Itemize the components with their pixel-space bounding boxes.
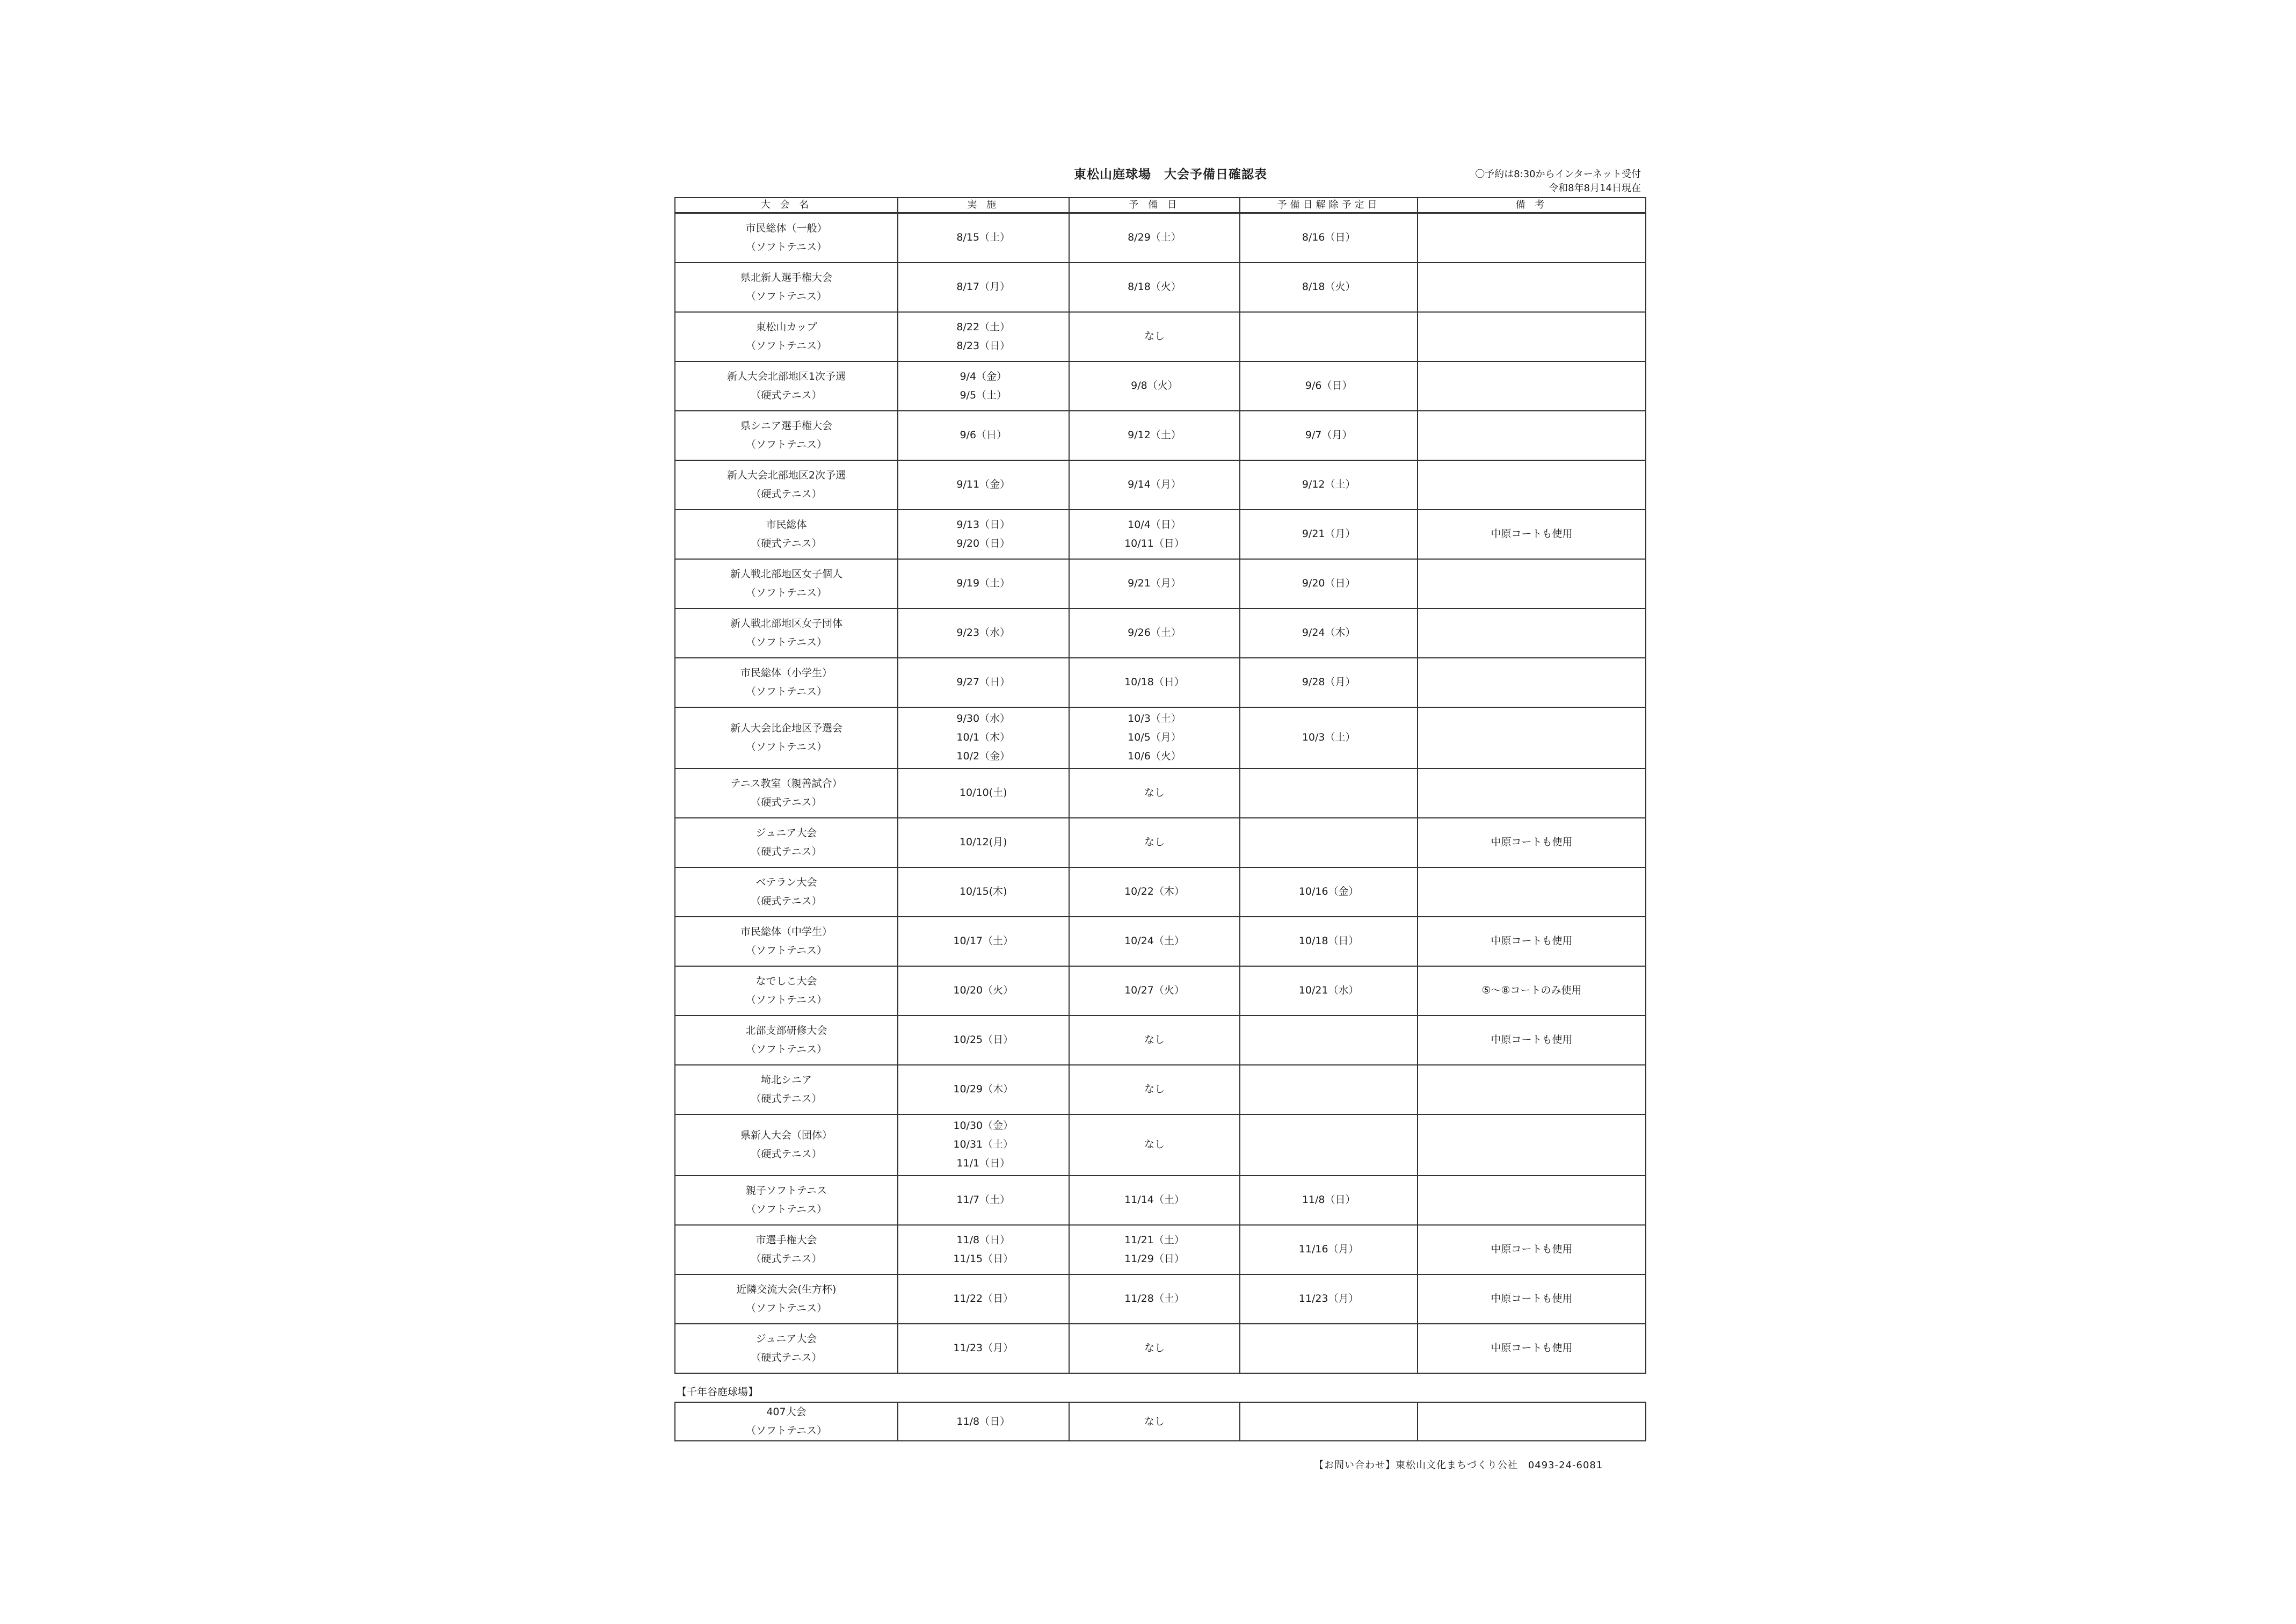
cell-held-date: 11/23（月） <box>898 1324 1069 1373</box>
table-row <box>675 510 1646 559</box>
cell-reserve-date: 10/27（火） <box>1069 966 1240 1016</box>
cell-remarks <box>1418 658 1646 707</box>
cell-tournament-name: 407大会 （ソフトテニス） <box>675 1402 898 1441</box>
schedule-table <box>674 197 1646 1374</box>
cell-tournament-name: 市民総体（小学生） （ソフトテニス） <box>675 658 898 707</box>
cell-tournament-name: 県シニア選手権大会 （ソフトテニス） <box>675 411 898 460</box>
header-held-date: 実 施 <box>898 198 1069 213</box>
cell-reserve-date: 9/14（月） <box>1069 460 1240 510</box>
cell-release-date: 8/16（日） <box>1240 213 1418 263</box>
cell-tournament-name: 市選手権大会 （硬式テニス） <box>675 1225 898 1274</box>
cell-tournament-name: なでしこ大会 （ソフトテニス） <box>675 966 898 1016</box>
cell-remarks: 中原コートも使用 <box>1418 917 1646 966</box>
cell-held-date: 10/15(木) <box>898 867 1069 917</box>
cell-reserve-date: なし <box>1069 818 1240 867</box>
cell-release-date: 9/20（日） <box>1240 559 1418 608</box>
table-row <box>675 1274 1646 1324</box>
table-row <box>675 460 1646 510</box>
cell-remarks <box>1418 867 1646 917</box>
cell-remarks: ⑤〜⑧コートのみ使用 <box>1418 966 1646 1016</box>
cell-release-date: 11/8（日） <box>1240 1176 1418 1225</box>
page-title: 東松山庭球場 大会予備日確認表 <box>1074 168 1267 182</box>
section-label-sennenya: 【千年谷庭球場】 <box>677 1386 759 1398</box>
header-reserve-date: 予 備 日 <box>1069 198 1240 213</box>
cell-release-date <box>1240 1114 1418 1176</box>
cell-held-date: 9/19（土） <box>898 559 1069 608</box>
table-row <box>675 818 1646 867</box>
cell-held-date: 10/17（土） <box>898 917 1069 966</box>
cell-release-date: 11/23（月） <box>1240 1274 1418 1324</box>
cell-held-date: 9/6（日） <box>898 411 1069 460</box>
contact-info: 【お問い合わせ】東松山文化まちづくり公社 0493-24-6081 <box>1314 1460 1603 1471</box>
cell-reserve-date: 9/8（火） <box>1069 361 1240 411</box>
cell-held-date: 10/10(土) <box>898 769 1069 818</box>
cell-remarks: 中原コートも使用 <box>1418 1274 1646 1324</box>
table-row <box>675 411 1646 460</box>
table-row <box>675 608 1646 658</box>
cell-remarks <box>1418 312 1646 361</box>
cell-reserve-date: 11/28（土） <box>1069 1274 1240 1324</box>
table-row <box>675 707 1646 769</box>
table-row <box>675 966 1646 1016</box>
cell-remarks <box>1418 460 1646 510</box>
cell-reserve-date: なし <box>1069 1065 1240 1114</box>
cell-held-date: 9/11（金） <box>898 460 1069 510</box>
reservation-note: 〇予約は8:30からインターネット受付 <box>1475 169 1641 180</box>
cell-held-date: 10/29（木） <box>898 1065 1069 1114</box>
cell-remarks <box>1418 1176 1646 1225</box>
cell-tournament-name: 県新人大会（団体） （硬式テニス） <box>675 1114 898 1176</box>
cell-tournament-name: 北部支部研修大会 （ソフトテニス） <box>675 1016 898 1065</box>
cell-reserve-date: なし <box>1069 312 1240 361</box>
cell-release-date: 10/21（水） <box>1240 966 1418 1016</box>
cell-tournament-name: 新人大会比企地区予選会 （ソフトテニス） <box>675 707 898 769</box>
cell-remarks <box>1418 608 1646 658</box>
cell-release-date <box>1240 818 1418 867</box>
cell-reserve-date: 8/18（火） <box>1069 263 1240 312</box>
cell-reserve-date: 10/22（木） <box>1069 867 1240 917</box>
cell-remarks: 中原コートも使用 <box>1418 818 1646 867</box>
cell-reserve-date: なし <box>1069 1016 1240 1065</box>
header-remarks: 備 考 <box>1418 198 1646 213</box>
table-row <box>675 1065 1646 1114</box>
cell-release-date: 9/6（日） <box>1240 361 1418 411</box>
cell-reserve-date: なし <box>1069 1324 1240 1373</box>
table-row <box>675 1114 1646 1176</box>
cell-remarks <box>1418 411 1646 460</box>
cell-reserve-date: 10/3（土） 10/5（月） 10/6（火） <box>1069 707 1240 769</box>
cell-tournament-name: 市民総体 （硬式テニス） <box>675 510 898 559</box>
table-row <box>675 1225 1646 1274</box>
cell-tournament-name: テニス教室（親善試合） （硬式テニス） <box>675 769 898 818</box>
cell-release-date: 9/12（土） <box>1240 460 1418 510</box>
cell-reserve-date: 8/29（土） <box>1069 213 1240 263</box>
header-tournament-name: 大 会 名 <box>675 198 898 213</box>
cell-reserve-date: 9/12（土） <box>1069 411 1240 460</box>
cell-tournament-name: 新人戦北部地区女子個人 （ソフトテニス） <box>675 559 898 608</box>
cell-release-date: 9/21（月） <box>1240 510 1418 559</box>
cell-tournament-name: ベテラン大会 （硬式テニス） <box>675 867 898 917</box>
cell-held-date: 10/30（金） 10/31（土） 11/1（日） <box>898 1114 1069 1176</box>
table-row <box>675 559 1646 608</box>
cell-held-date: 9/13（日） 9/20（日） <box>898 510 1069 559</box>
cell-release-date: 11/16（月） <box>1240 1225 1418 1274</box>
table-row <box>675 361 1646 411</box>
cell-release-date <box>1240 769 1418 818</box>
cell-held-date: 11/8（日） <box>898 1402 1069 1441</box>
cell-held-date: 9/4（金） 9/5（土） <box>898 361 1069 411</box>
cell-held-date: 8/15（土） <box>898 213 1069 263</box>
cell-held-date: 9/23（水） <box>898 608 1069 658</box>
table-row <box>675 867 1646 917</box>
table-row <box>675 917 1646 966</box>
cell-remarks <box>1418 361 1646 411</box>
cell-release-date: 8/18（火） <box>1240 263 1418 312</box>
cell-held-date: 10/25（日） <box>898 1016 1069 1065</box>
cell-release-date <box>1240 1016 1418 1065</box>
cell-remarks <box>1418 1114 1646 1176</box>
cell-remarks <box>1418 213 1646 263</box>
cell-release-date <box>1240 312 1418 361</box>
cell-reserve-date: 10/4（日） 10/11（日） <box>1069 510 1240 559</box>
table-row <box>675 213 1646 263</box>
cell-release-date: 10/3（土） <box>1240 707 1418 769</box>
cell-reserve-date: 11/14（土） <box>1069 1176 1240 1225</box>
header-release-date: 予備日解除予定日 <box>1240 198 1418 213</box>
cell-remarks <box>1418 263 1646 312</box>
table-row <box>675 1324 1646 1373</box>
cell-release-date <box>1240 1402 1418 1441</box>
cell-held-date: 8/17（月） <box>898 263 1069 312</box>
table-row <box>675 1016 1646 1065</box>
cell-release-date <box>1240 1065 1418 1114</box>
cell-tournament-name: 県北新人選手権大会 （ソフトテニス） <box>675 263 898 312</box>
cell-tournament-name: ジュニア大会 （硬式テニス） <box>675 818 898 867</box>
cell-tournament-name: 新人大会北部地区1次予選 （硬式テニス） <box>675 361 898 411</box>
cell-held-date: 11/22（日） <box>898 1274 1069 1324</box>
cell-remarks <box>1418 707 1646 769</box>
cell-reserve-date: なし <box>1069 1114 1240 1176</box>
cell-reserve-date: 10/24（土） <box>1069 917 1240 966</box>
cell-release-date: 9/28（月） <box>1240 658 1418 707</box>
cell-tournament-name: 市民総体（一般） （ソフトテニス） <box>675 213 898 263</box>
cell-remarks: 中原コートも使用 <box>1418 510 1646 559</box>
cell-held-date: 11/7（土） <box>898 1176 1069 1225</box>
cell-remarks: 中原コートも使用 <box>1418 1225 1646 1274</box>
cell-reserve-date: 9/21（月） <box>1069 559 1240 608</box>
schedule-table-sennenya <box>674 1402 1646 1441</box>
table-header-row <box>675 198 1646 213</box>
cell-release-date: 10/18（日） <box>1240 917 1418 966</box>
cell-tournament-name: 埼北シニア （硬式テニス） <box>675 1065 898 1114</box>
cell-remarks: 中原コートも使用 <box>1418 1324 1646 1373</box>
cell-release-date <box>1240 1324 1418 1373</box>
cell-held-date: 8/22（土） 8/23（日） <box>898 312 1069 361</box>
cell-held-date: 10/12(月) <box>898 818 1069 867</box>
cell-held-date: 9/30（水） 10/1（木） 10/2（金） <box>898 707 1069 769</box>
cell-tournament-name: ジュニア大会 （硬式テニス） <box>675 1324 898 1373</box>
cell-reserve-date: 10/18（日） <box>1069 658 1240 707</box>
cell-tournament-name: 市民総体（中学生） （ソフトテニス） <box>675 917 898 966</box>
table-row <box>675 658 1646 707</box>
cell-tournament-name: 東松山カップ （ソフトテニス） <box>675 312 898 361</box>
cell-tournament-name: 近隣交流大会(生方杯) （ソフトテニス） <box>675 1274 898 1324</box>
cell-reserve-date: 11/21（土） 11/29（日） <box>1069 1225 1240 1274</box>
cell-tournament-name: 新人大会北部地区2次予選 （硬式テニス） <box>675 460 898 510</box>
cell-remarks <box>1418 1402 1646 1441</box>
cell-remarks <box>1418 559 1646 608</box>
cell-release-date: 9/7（月） <box>1240 411 1418 460</box>
cell-held-date: 9/27（日） <box>898 658 1069 707</box>
cell-release-date: 9/24（木） <box>1240 608 1418 658</box>
cell-tournament-name: 新人戦北部地区女子団体 （ソフトテニス） <box>675 608 898 658</box>
cell-held-date: 10/20（火） <box>898 966 1069 1016</box>
table-row <box>675 1402 1646 1441</box>
cell-tournament-name: 親子ソフトテニス （ソフトテニス） <box>675 1176 898 1225</box>
cell-reserve-date: 9/26（土） <box>1069 608 1240 658</box>
table-row <box>675 1176 1646 1225</box>
as-of-date: 令和8年8月14日現在 <box>1549 183 1641 194</box>
table-row <box>675 263 1646 312</box>
cell-held-date: 11/8（日） 11/15（日） <box>898 1225 1069 1274</box>
table-row <box>675 769 1646 818</box>
table-row <box>675 312 1646 361</box>
cell-remarks: 中原コートも使用 <box>1418 1016 1646 1065</box>
cell-reserve-date: なし <box>1069 769 1240 818</box>
cell-remarks <box>1418 1065 1646 1114</box>
cell-release-date: 10/16（金） <box>1240 867 1418 917</box>
cell-remarks <box>1418 769 1646 818</box>
cell-reserve-date: なし <box>1069 1402 1240 1441</box>
